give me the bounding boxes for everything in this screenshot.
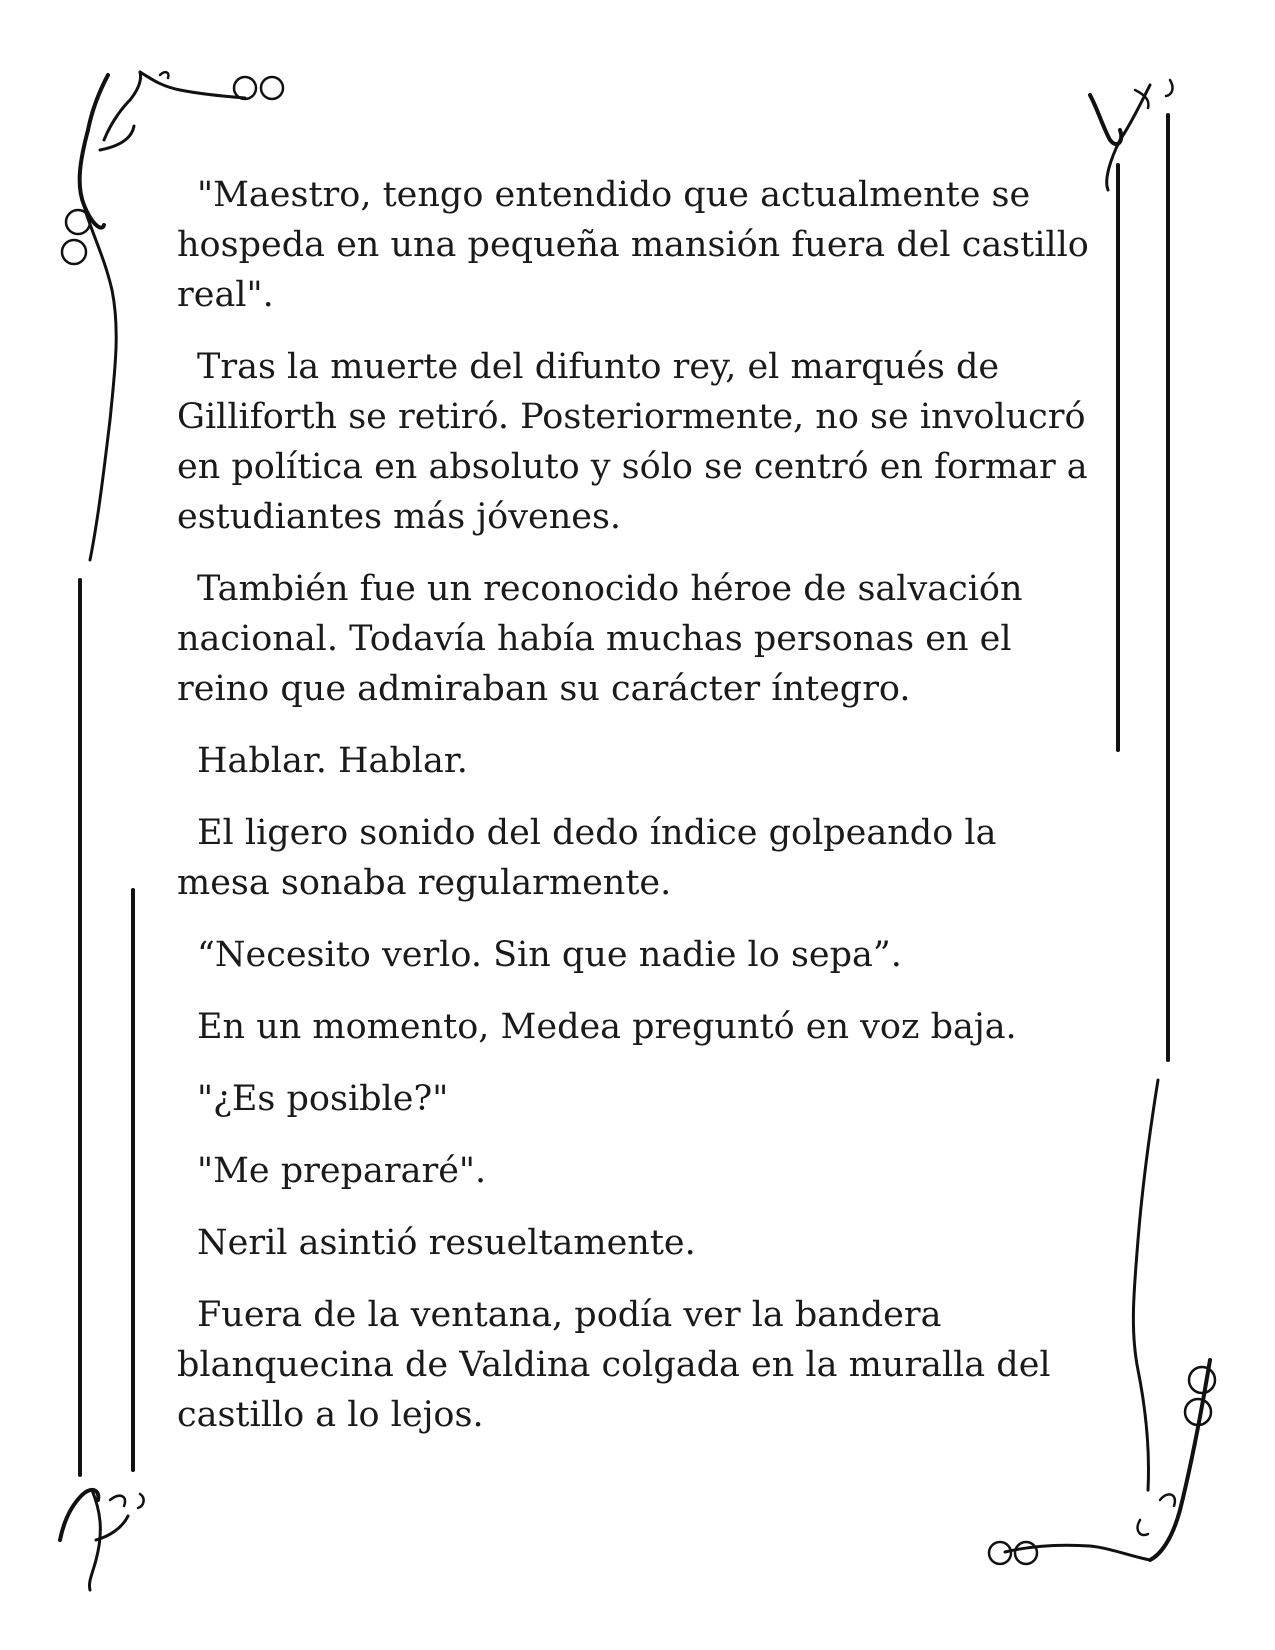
paragraph-8: "¿Es posible?"	[197, 1079, 449, 1119]
paragraph-4: Hablar. Hablar.	[197, 741, 468, 781]
paragraph-1: "Maestro, tengo entendido que actualmente se hospeda en una pequeña mansión fuera del castillo real".	[177, 175, 1089, 315]
paragraph-11: Fuera de la ventana, podía ver la bandera blanquecina de Valdina colgada en la muralla del castillo a lo lejos.	[177, 1295, 1051, 1435]
flourish-bottom-left-icon	[60, 890, 144, 1590]
paragraph-9: "Me prepararé".	[197, 1151, 487, 1191]
paragraph-6: “Necesito verlo. Sin que nadie lo sepa”.	[197, 935, 902, 975]
paragraph-2: Tras la muerte del difunto rey, el marqués de Gilliforth se retiró. Posteriormente, no se involucró en política en absoluto y sólo se centró en formar a estudiantes más jóvenes.	[177, 347, 1088, 537]
paragraph-7: En un momento, Medea preguntó en voz baja.	[197, 1007, 1017, 1047]
story-text	[177, 170, 1092, 1462]
paragraph-3: También fue un reconocido héroe de salvación nacional. Todavía había muchas personas en el reino que admiraban su carácter íntegro.	[177, 569, 1023, 709]
flourish-top-right-icon	[1090, 80, 1173, 1060]
paragraph-10: Neril asintió resueltamente.	[197, 1223, 696, 1263]
paragraph-5: El ligero sonido del dedo índice golpeando la mesa sonaba regularmente.	[177, 813, 997, 903]
